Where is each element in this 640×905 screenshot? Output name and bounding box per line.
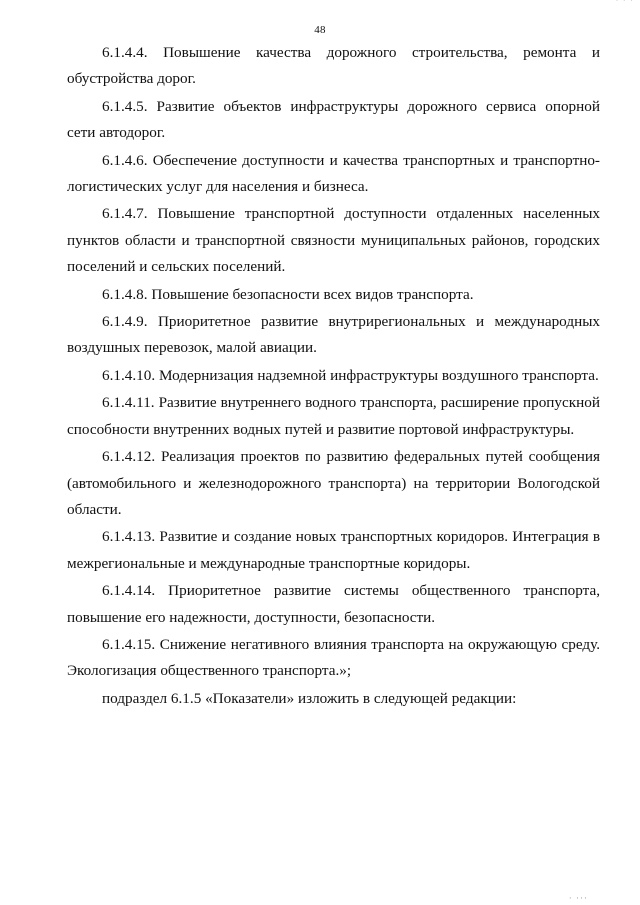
paragraph-6-1-4-11: 6.1.4.11. Развитие внутреннего водного транспорта, расширение пропускной способности внутренних водных путей и развитие портовой инфраструктуры. <box>67 394 600 438</box>
paragraph-6-1-4-13: 6.1.4.13. Развитие и создание новых транспортных коридоров. Интеграция в межрегиональные и международные транспортные коридоры. <box>67 528 600 572</box>
scan-corner-mark-bottom: · ··· <box>568 893 588 903</box>
page-number: 48 <box>314 24 326 36</box>
paragraph-6-1-4-7: 6.1.4.7. Повышение транспортной доступности отдаленных населенных пунктов области и транспортной связности муниципальных районов, городских поселений и сельских поселений. <box>67 205 600 276</box>
paragraph-6-1-4-14: 6.1.4.14. Приоритетное развитие системы общественного транспорта, повышение его надежности, доступности, безопасности. <box>67 582 600 626</box>
subsection-instruction: подраздел 6.1.5 «Показатели» изложить в следующей редакции: <box>102 689 517 707</box>
paragraph-6-1-4-10: 6.1.4.10. Модернизация надземной инфраструктуры воздушного транспорта. <box>102 366 599 384</box>
scan-corner-mark-top: · · · <box>615 0 634 5</box>
paragraph-6-1-4-4: 6.1.4.4. Повышение качества дорожного строительства, ремонта и обустройства дорог. <box>67 44 600 88</box>
paragraph-6-1-4-15: 6.1.4.15. Снижение негативного влияния транспорта на окружающую среду. Экологизация общественного транспорта.»; <box>67 635 600 680</box>
paragraph-6-1-4-8: 6.1.4.8. Повышение безопасности всех видов транспорта. <box>102 285 474 303</box>
paragraph-6-1-4-6: 6.1.4.6. Обеспечение доступности и качества транспортных и транспортно-логистических услуг для населения и бизнеса. <box>67 151 600 196</box>
paragraph-6-1-4-9: 6.1.4.9. Приоритетное развитие внутрирегиональных и международных воздушных перевозок, малой авиации. <box>67 313 600 357</box>
document-body <box>67 40 600 713</box>
paragraph-6-1-4-5: 6.1.4.5. Развитие объектов инфраструктуры дорожного сервиса опорной сети автодорог. <box>67 97 600 142</box>
paragraph-6-1-4-12: 6.1.4.12. Реализация проектов по развитию федеральных путей сообщения (автомобильного и железнодорожного транспорта) на территории Вологодской области. <box>67 448 600 518</box>
